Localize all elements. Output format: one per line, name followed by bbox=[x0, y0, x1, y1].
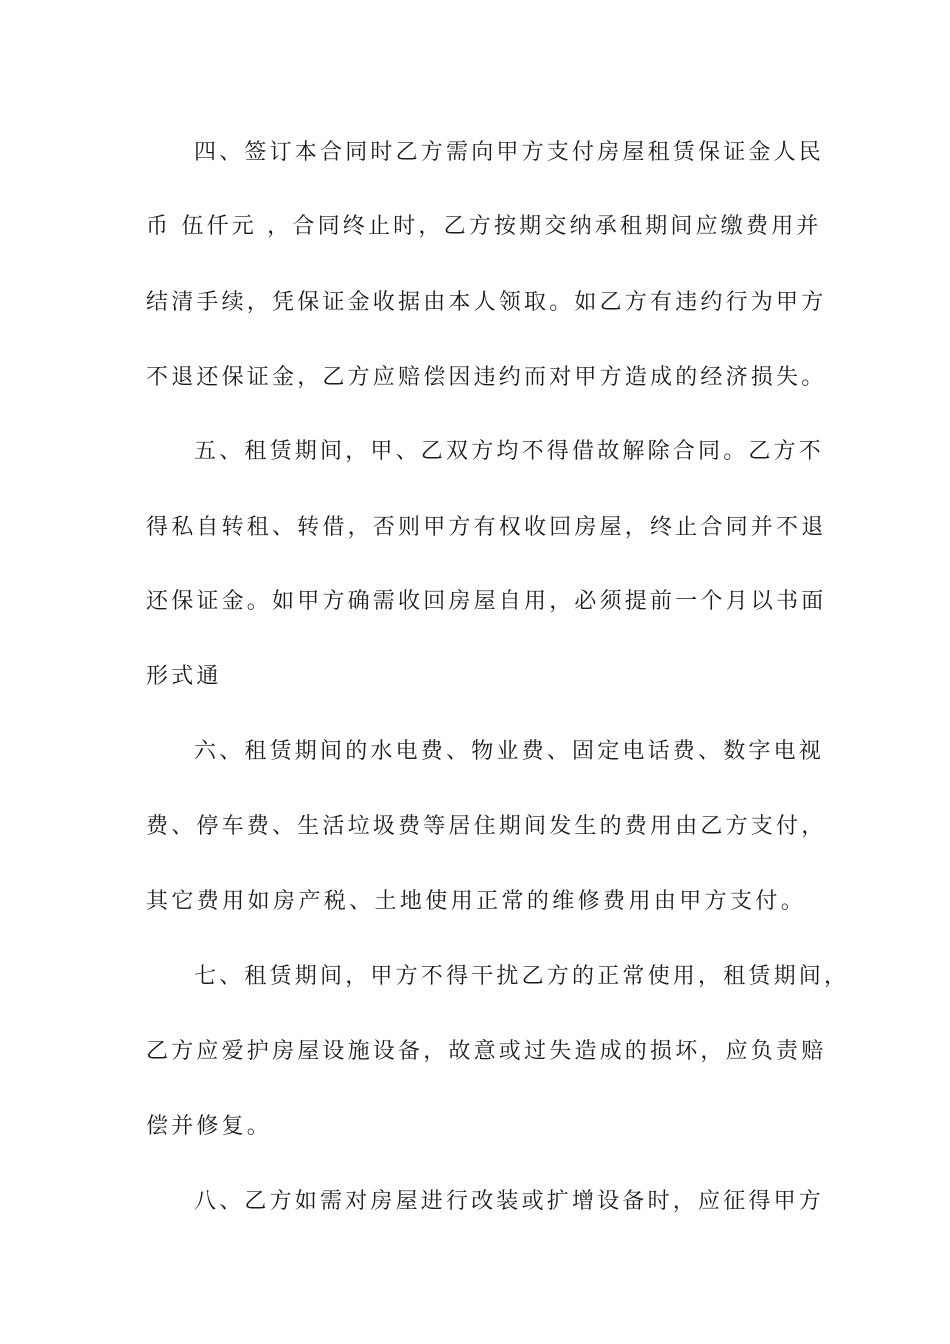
clause-4-line-4: 不退还保证金，乙方应赔偿因违约而对甲方造成的经济损失。 bbox=[146, 365, 827, 390]
clause-6-line-1: 六、租赁期间的水电费、物业费、固定电话费、数字电视 bbox=[194, 739, 825, 764]
clause-6-line-3: 其它费用如房产税、土地使用正常的维修费用由甲方支付。 bbox=[146, 889, 806, 914]
clause-7-line-1: 七、租赁期间，甲方不得干扰乙方的正常使用，租赁期间， bbox=[194, 964, 850, 989]
clause-4-line-3: 结清手续，凭保证金收据由本人领取。如乙方有违约行为甲方 bbox=[146, 290, 827, 315]
clause-5-line-1: 五、租赁期间，甲、乙双方均不得借故解除合同。乙方不 bbox=[194, 439, 825, 464]
clause-5-line-3: 还保证金。如甲方确需收回房屋自用，必须提前一个月以书面 bbox=[146, 589, 827, 614]
clause-8-line-1: 八、乙方如需对房屋进行改装或扩增设备时，应征得甲方 bbox=[194, 1189, 825, 1214]
clause-6-line-2: 费、停车费、生活垃圾费等居住期间发生的费用由乙方支付， bbox=[146, 814, 827, 839]
clause-7-line-3: 偿并修复。 bbox=[146, 1114, 273, 1139]
clause-7-line-2: 乙方应爱护房屋设施设备，故意或过失造成的损坏，应负责赔 bbox=[146, 1039, 827, 1064]
clause-4-line-2: 币 伍仟元 ，合同终止时，乙方按期交纳承租期间应缴费用并 bbox=[146, 214, 822, 239]
clause-4-line-1: 四、签订本合同时乙方需向甲方支付房屋租赁保证金人民 bbox=[194, 140, 825, 165]
clause-5-line-2: 得私自转租、转借，否则甲方有权收回房屋，终止合同并不退 bbox=[146, 515, 827, 540]
clause-5-line-4: 形式通 bbox=[146, 664, 222, 689]
